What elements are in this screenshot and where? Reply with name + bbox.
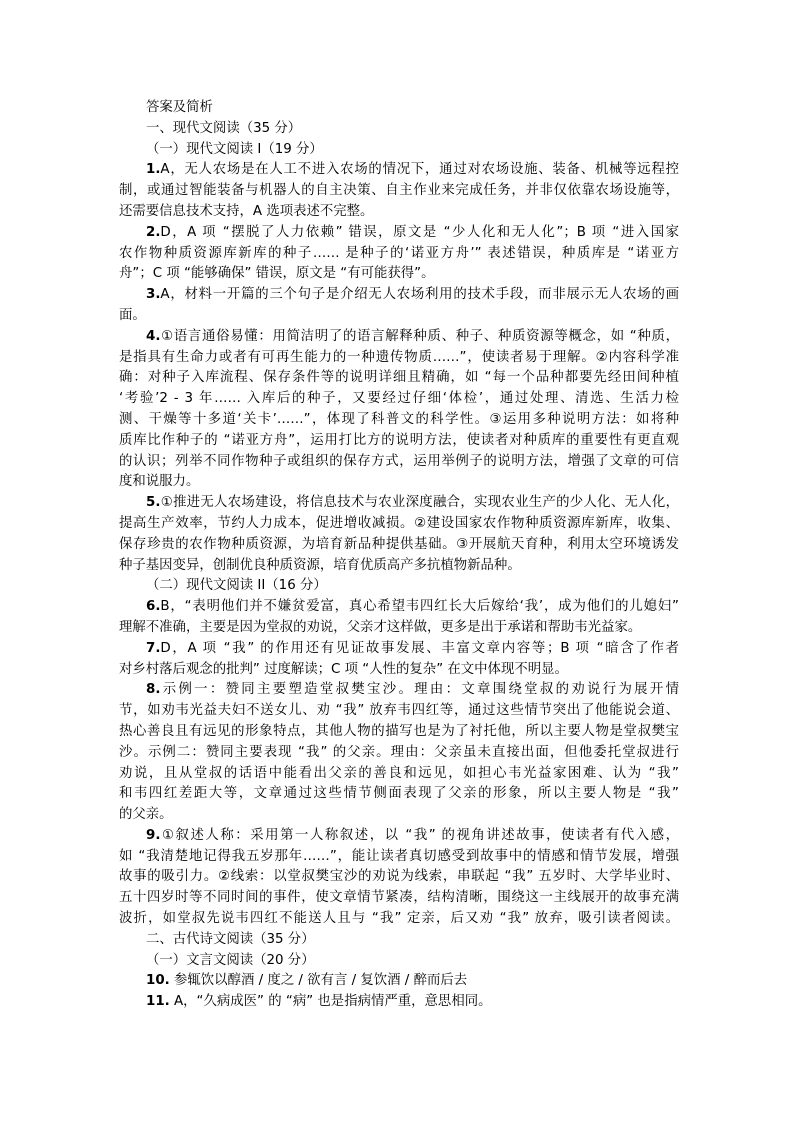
answer-number: 7. (146, 640, 161, 656)
answer-line: 度和说服力。 (119, 474, 200, 490)
section-heading: 二、古代诗文阅读（35 分） (146, 931, 315, 947)
answer-number: 8. (146, 682, 161, 698)
answer-line: 对乡村落后观念的批判” 过度解读；C 项 “人性的复杂” 在文中体现不明显。 (119, 661, 568, 677)
answer-line: 11. A，“久病成医” 的 “病” 也是指病情严重，意思相同。 (146, 994, 492, 1010)
subsection-heading: （一）文言文阅读（20 分） (146, 952, 315, 968)
answer-1 (119, 160, 679, 222)
answer-line: 和韦四红差距大等，文章通过这些情节侧面表现了父亲的形象，所以主要人物是 “我” (119, 786, 679, 802)
answer-line: 确：对种子入库流程、保存条件等的说明详细且精确，如 “每一个品种都要先经田间种植 (119, 370, 679, 386)
answer-line: 面。 (119, 307, 146, 323)
answer-line: 波折，如堂叔先说韦四红不能送人且与 “我” 定亲，后又劝 “我” 放弃，吸引读者阅读。 (119, 911, 679, 927)
answer-8 (119, 680, 679, 826)
answer-number: 4. (146, 328, 161, 344)
answer-line: 种子基因变异，创制优良种质资源，培育优质高产多抗植物新品种。 (119, 557, 521, 573)
answer-number: 11. (146, 994, 170, 1010)
answer-number: 9. (146, 827, 161, 843)
answer-11 (119, 992, 679, 1013)
answer-3 (119, 285, 679, 327)
answer-line: 节，如劝韦光益夫妇不送女儿、劝 “我” 放弃韦四红等，通过这些情节突出了他能说会道、 (119, 703, 679, 719)
section-heading: 一、现代文阅读（35 分） (146, 120, 302, 136)
answer-line: 9.①叙述人称：采用第一人称叙述，以 “我” 的视角讲述故事，使读者有代入感， (146, 827, 679, 843)
answer-line: 8.示例一：赞同主要塑造堂叔樊宝沙。理由：文章围绕堂叔的劝说行为展开情 (146, 682, 679, 698)
answer-line: 热心善良且有远见的形象特点，其他人物的描写也是为了衬托他，所以主要人物是堂叔樊宝 (119, 723, 679, 739)
document-title: 答案及简析 (146, 100, 213, 115)
answer-number: 10. (146, 973, 170, 989)
answer-line: 6.B，“表明他们并不嫌贫爱富，真心希望韦四红长大后嫁给‘我’，成为他们的儿媳妇” (146, 599, 679, 615)
answer-number: 5. (146, 495, 161, 511)
answer-line: 是指具有生命力或者有可再生能力的一种遗传物质……”，使读者易于理解。②内容科学准 (119, 349, 679, 365)
answer-line: 4.①语言通俗易懂：用简洁明了的语言解释种质、种子、种质资源等概念，如 “种质， (146, 328, 679, 344)
answer-line: 测、干燥等十多道‘关卡’……”，体现了科普文的科学性。③运用多种说明方法：如将种 (119, 411, 679, 427)
answer-line: 质库比作种子的 “诺亚方舟”，运用打比方的说明方法，使读者对种质库的重要性有更直观 (119, 432, 679, 448)
answer-9 (119, 826, 679, 930)
answer-line: 的父亲。 (119, 807, 173, 823)
answer-line: 提高生产效率，节约人力成本，促进增收减损。②建设国家农作物种质资源库新库，收集、 (119, 515, 679, 531)
answer-line: 如 “我清楚地记得我五岁那年……”，能让读者真切感受到故事中的情感和情节发展，增强 (119, 848, 679, 864)
answer-6 (119, 597, 679, 639)
answer-line: 舟”；C 项 “能够确保” 错误，原文是 “有可能获得”。 (119, 266, 435, 282)
answer-line: 1.A，无人农场是在人工不进入农场的情况下，通过对农场设施、装备、机械等远程控 (146, 162, 679, 178)
answer-line: 保存珍贵的农作物种质资源，为培育新品种提供基础。③开展航天育种，利用太空环境诱发 (119, 536, 679, 552)
answer-line: 5.①推进无人农场建设，将信息技术与农业深度融合，实现农业生产的少人化、无人化， (146, 495, 679, 511)
answer-line: 还需要信息技术支持，A 选项表述不完整。 (119, 203, 374, 219)
subsection-heading: （二）现代文阅读 II（16 分） (146, 578, 327, 594)
answer-line: 制，或通过智能装备与机器人的自主决策、自主作业来完成任务，并非仅依靠农场设施等， (119, 183, 679, 199)
answer-line: 的认识；列举不同作物种子或组织的保存方式，运用举例子的说明方法，增强了文章的可信 (119, 453, 679, 469)
answer-number: 2. (146, 224, 161, 240)
answer-number: 3. (146, 287, 161, 303)
answer-line: 2.D，A 项 “摆脱了人力依赖” 错误，原文是 “少人化和无人化”；B 项 “进入国家 (146, 224, 679, 240)
answer-5 (119, 493, 679, 576)
answer-line: 农作物种质资源库新库的种子…… 是种子的‘诺亚方舟’” 表述错误，种质库是 “诺亚方 (119, 245, 679, 261)
answer-line: 五十四岁时等不同时间的事件，使文章情节紧凑，结构清晰，围绕这一主线展开的故事充满 (119, 890, 679, 906)
answer-number: 1. (146, 162, 161, 178)
answer-line: 10. 参辄饮以醇酒 / 度之 / 欲有言 / 复饮酒 / 醉而后去 (146, 973, 468, 989)
answer-line: 3.A，材料一开篇的三个句子是介绍无人农场利用的技术手段，而非展示无人农场的画 (146, 287, 679, 303)
subsection-heading: （一）现代文阅读 I（19 分） (146, 141, 323, 157)
answer-line: 理解不准确，主要是因为堂叔的劝说，父亲才这样做，更多是出于承诺和帮助韦光益家。 (119, 619, 642, 635)
answer-2 (119, 223, 679, 285)
answer-4 (119, 327, 679, 493)
answer-line: 沙。示例二：赞同主要表现 “我” 的父亲。理由：父亲虽未直接出面，但他委托堂叔进行 (119, 744, 679, 760)
answer-7 (119, 639, 679, 681)
answer-line: 劝说，且从堂叔的话语中能看出父亲的善良和远见，如担心韦光益家困难、认为 “我” (119, 765, 679, 781)
answer-document (119, 98, 679, 1013)
answer-line: ‘考验’2 - 3 年…… 入库后的种子，又要经过仔细‘体检’，通过处理、清选、生活力检 (119, 391, 679, 407)
answer-number: 6. (146, 599, 161, 615)
answer-10 (119, 971, 679, 992)
answer-line: 7.D，A 项 “我” 的作用还有见证故事发展、丰富文章内容等；B 项 “暗含了作者 (146, 640, 679, 656)
answer-line: 故事的吸引力。②线索：以堂叔樊宝沙的劝说为线索，串联起 “我” 五岁时、大学毕业时、 (119, 869, 679, 885)
